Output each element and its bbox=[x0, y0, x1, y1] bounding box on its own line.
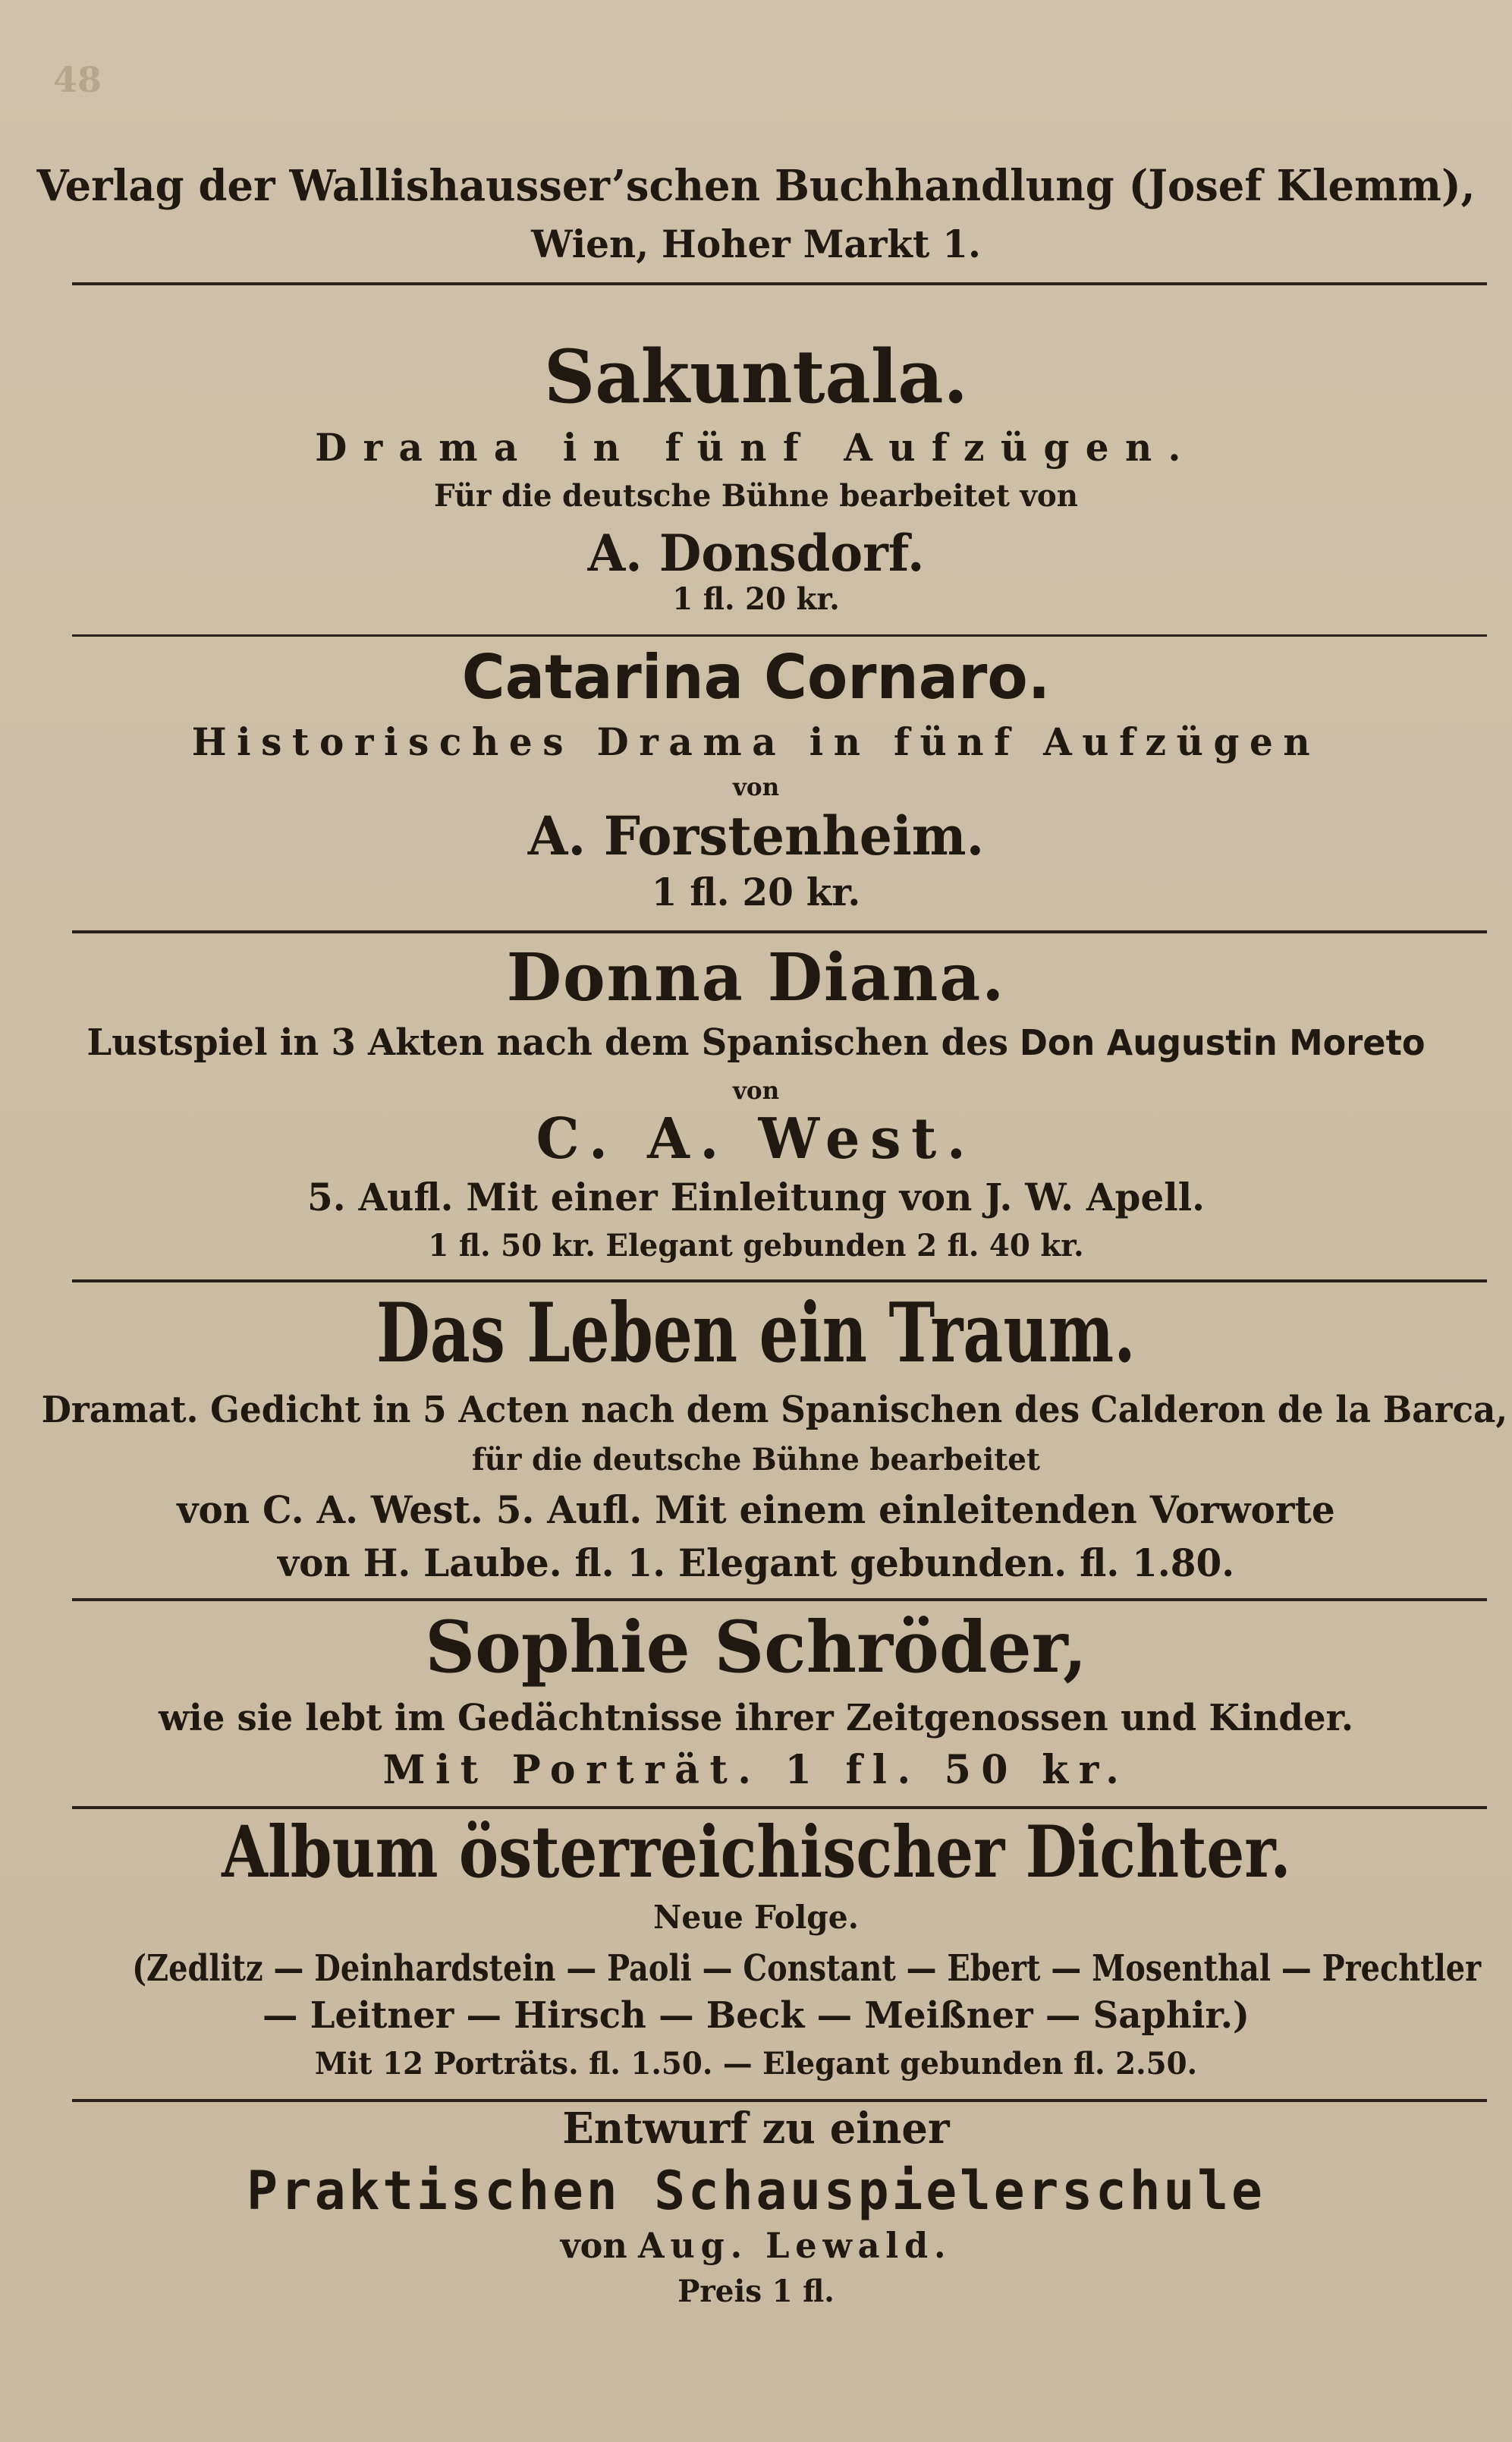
divider bbox=[72, 1598, 1487, 1601]
entry-line-2: — Leitner — Hirsch — Beck — Meißner — Saphir.) bbox=[262, 1994, 1250, 2037]
entry-line-4: von H. Laube. fl. 1. Elegant gebunden. fl. 1.80. bbox=[277, 1540, 1235, 1585]
entry-title: Catarina Cornaro. bbox=[461, 642, 1051, 713]
entry-title-text: Das Leben ein Traum. bbox=[376, 1286, 1136, 1381]
entry-line-2: für die deutsche Bühne bearbeitet bbox=[472, 1442, 1040, 1477]
entry-title bbox=[23, 1811, 1489, 1894]
divider bbox=[72, 930, 1487, 933]
entry-author: A. Forstenheim. bbox=[527, 804, 985, 867]
entry-title-text: Album österreichischer Dichter. bbox=[221, 1811, 1291, 1894]
entry-subtitle: Historisches Drama in fünf Aufzügen bbox=[191, 719, 1321, 764]
entry-author-line bbox=[23, 2225, 1489, 2266]
entry-subtitle: Drama in fünf Aufzügen. bbox=[315, 425, 1197, 470]
entry-title bbox=[23, 1286, 1489, 1381]
entry-author: A. Donsdorf. bbox=[587, 524, 925, 583]
publisher-line-2: Wien, Hoher Markt 1. bbox=[531, 222, 981, 266]
entry-note: Für die deutsche Bühne bearbeitet von bbox=[433, 478, 1079, 514]
entry-title: Praktischen Schauspielerschule bbox=[247, 2160, 1265, 2222]
entry-edition: 5. Aufl. Mit einer Einleitung von J. W. Apell. bbox=[306, 1175, 1206, 1219]
divider bbox=[72, 1806, 1487, 1809]
entry-price: Mit Porträt. 1 fl. 50 kr. bbox=[382, 1747, 1130, 1793]
entry-title: Sakuntala. bbox=[544, 334, 968, 420]
entry-price: 1 fl. 50 kr. Elegant gebunden 2 fl. 40 kr. bbox=[428, 1228, 1084, 1263]
entry-author: Aug. Lewald. bbox=[638, 2225, 952, 2266]
entry-von: von bbox=[560, 2225, 627, 2266]
entry-price: 1 fl. 20 kr. bbox=[651, 870, 861, 914]
page-number: 48 bbox=[53, 59, 102, 100]
entry-von: von bbox=[732, 1076, 780, 1105]
entry-subtitle-a: Lustspiel in 3 Akten nach dem Spanischen des bbox=[86, 1021, 1009, 1064]
divider bbox=[72, 282, 1487, 285]
entry-title: Donna Diana. bbox=[506, 939, 1006, 1016]
entry-line-3: von C. A. West. 5. Aufl. Mit einem einleitenden Vorworte bbox=[177, 1487, 1335, 1532]
entry-line-1b: Calderon de la Barca, bbox=[1090, 1389, 1508, 1431]
divider bbox=[72, 634, 1487, 637]
entry-subtitle-line bbox=[23, 1021, 1489, 1064]
entry-price: Preis 1 fl. bbox=[677, 2274, 835, 2309]
divider bbox=[72, 1279, 1487, 1282]
entry-line-1a: Dramat. Gedicht in 5 Acten nach dem Spanischen des bbox=[41, 1389, 1080, 1431]
entry-subtitle: wie sie lebt im Gedächtnisse ihrer Zeitgenossen und Kinder. bbox=[158, 1697, 1354, 1739]
entry-line-1: Entwurf zu einer bbox=[562, 2104, 950, 2154]
publisher-line-1: Verlag der Wallishausser’schen Buchhandlung (Josef Klemm), bbox=[36, 161, 1476, 211]
entry-line-1 bbox=[74, 1947, 1482, 1990]
entry-line-1-text: (Zedlitz — Deinhardstein — Paoli — Constant — Ebert — Mosenthal — Prechtler bbox=[132, 1947, 1482, 1990]
entry-author: C. A. West. bbox=[536, 1106, 976, 1172]
entry-price: 1 fl. 20 kr. bbox=[672, 581, 840, 617]
entry-subtitle: Neue Folge. bbox=[653, 1899, 859, 1936]
entry-von: von bbox=[732, 773, 780, 801]
divider bbox=[72, 2099, 1487, 2102]
entry-price: Mit 12 Porträts. fl. 1.50. — Elegant gebunden fl. 2.50. bbox=[314, 2046, 1198, 2082]
entry-subtitle-b: Don Augustin Moreto bbox=[1019, 1022, 1426, 1063]
entry-title: Sophie Schröder, bbox=[425, 1606, 1087, 1689]
entry-line-1 bbox=[41, 1389, 1508, 1431]
